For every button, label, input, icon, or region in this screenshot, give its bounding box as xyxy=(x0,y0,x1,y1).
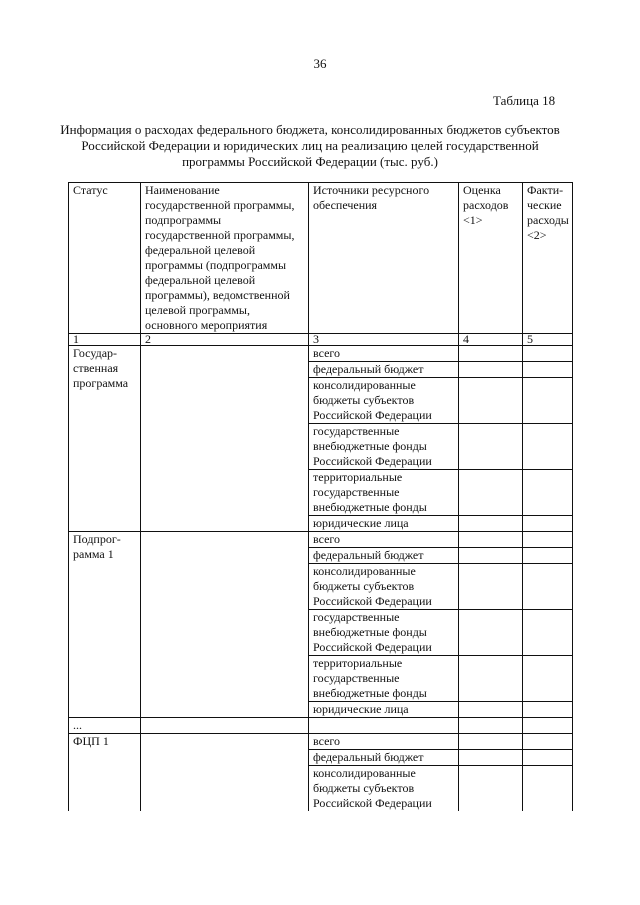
source-cell: юридические лица xyxy=(309,702,459,718)
status-cell: Государ-ственная программа xyxy=(69,346,141,532)
name-cell xyxy=(141,532,309,718)
estimate-cell xyxy=(459,766,523,812)
estimate-cell xyxy=(459,656,523,702)
estimate-cell xyxy=(459,734,523,750)
actual-cell xyxy=(523,734,573,750)
actual-cell xyxy=(523,532,573,548)
table-row xyxy=(69,734,573,750)
header-row xyxy=(69,183,573,334)
estimate-cell xyxy=(459,702,523,718)
status-cell: ФЦП 1 xyxy=(69,734,141,812)
actual-cell xyxy=(523,750,573,766)
page-number: 36 xyxy=(313,56,327,71)
source-cell: территориальные государственные внебюджетные фонды xyxy=(309,470,459,516)
table-row xyxy=(69,346,573,362)
header-status: Статус xyxy=(69,183,141,334)
source-cell: консолидированные бюджеты субъектов Российской Федерации xyxy=(309,564,459,610)
actual-cell xyxy=(523,516,573,532)
source-cell: территориальные государственные внебюджетные фонды xyxy=(309,656,459,702)
source-cell: всего xyxy=(309,346,459,362)
table-label: Таблица 18 xyxy=(493,93,556,108)
source-cell: консолидированные бюджеты субъектов Российской Федерации xyxy=(309,378,459,424)
column-number: 1 xyxy=(69,334,141,346)
name-cell xyxy=(141,718,309,734)
source-cell: консолидированные бюджеты субъектов Российской Федерации xyxy=(309,766,459,812)
estimate-cell xyxy=(459,424,523,470)
source-cell: государственные внебюджетные фонды Российской Федерации xyxy=(309,424,459,470)
header-actual: Факти-ческие расходы <2> xyxy=(523,183,573,334)
source-cell: всего xyxy=(309,532,459,548)
header-name: Наименование государственной программы, подпрограммы государственной программы, федеральной целевой программы (подпрограммы федеральной целевой программы), ведомственной целевой программы, основного мероприятия xyxy=(141,183,309,334)
column-number: 5 xyxy=(523,334,573,346)
actual-cell xyxy=(523,766,573,812)
source-cell xyxy=(309,718,459,734)
estimate-cell xyxy=(459,532,523,548)
actual-cell xyxy=(523,718,573,734)
ellipsis-row xyxy=(69,718,573,734)
source-cell: федеральный бюджет xyxy=(309,750,459,766)
estimate-cell xyxy=(459,610,523,656)
actual-cell xyxy=(523,362,573,378)
table-row xyxy=(69,532,573,548)
estimate-cell xyxy=(459,564,523,610)
estimate-cell xyxy=(459,378,523,424)
column-number: 3 xyxy=(309,334,459,346)
estimate-cell xyxy=(459,516,523,532)
estimate-cell xyxy=(459,346,523,362)
actual-cell xyxy=(523,656,573,702)
source-cell: федеральный бюджет xyxy=(309,362,459,378)
ellipsis-cell: ... xyxy=(69,718,141,734)
estimate-cell xyxy=(459,750,523,766)
actual-cell xyxy=(523,346,573,362)
actual-cell xyxy=(523,564,573,610)
column-number: 4 xyxy=(459,334,523,346)
status-cell: Подпрог-рамма 1 xyxy=(69,532,141,718)
source-cell: всего xyxy=(309,734,459,750)
estimate-cell xyxy=(459,718,523,734)
table-title: Информация о расходах федерального бюджета, консолидированных бюджетов субъектов Российской Федерации и юридических лиц на реализацию целей государственной программы Российской Федерации (тыс. руб.) xyxy=(60,122,560,169)
source-cell: федеральный бюджет xyxy=(309,548,459,564)
name-cell xyxy=(141,346,309,532)
actual-cell xyxy=(523,610,573,656)
column-numbers-row xyxy=(69,334,573,346)
header-sources: Источники ресурсного обеспечения xyxy=(309,183,459,334)
estimate-cell xyxy=(459,548,523,564)
actual-cell xyxy=(523,378,573,424)
source-cell: юридические лица xyxy=(309,516,459,532)
estimate-cell xyxy=(459,362,523,378)
header-estimate: Оценка расходов <1> xyxy=(459,183,523,334)
actual-cell xyxy=(523,702,573,718)
estimate-cell xyxy=(459,470,523,516)
expenses-table xyxy=(68,182,573,811)
actual-cell xyxy=(523,548,573,564)
source-cell: государственные внебюджетные фонды Российской Федерации xyxy=(309,610,459,656)
actual-cell xyxy=(523,470,573,516)
name-cell xyxy=(141,734,309,812)
actual-cell xyxy=(523,424,573,470)
column-number: 2 xyxy=(141,334,309,346)
